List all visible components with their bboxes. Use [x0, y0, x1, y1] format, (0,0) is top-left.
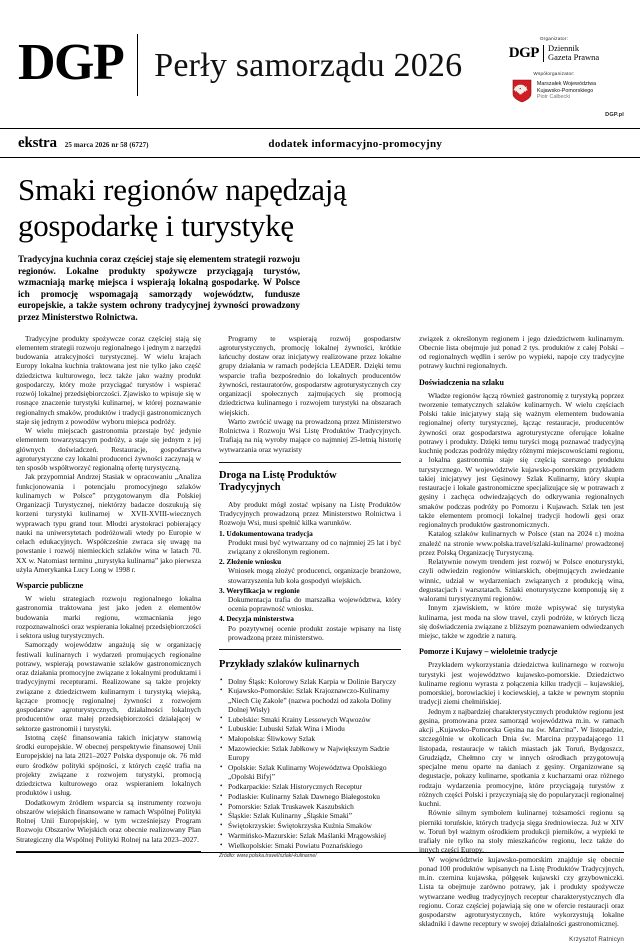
step-desc: Wniosek mogą złożyć producenci, organizacje branżowe, stowarzyszenia lub koła gospodyń wiejskich. — [228, 566, 401, 585]
headline-line-2: gospodarkę i turystykę — [18, 208, 294, 243]
masthead-divider — [137, 34, 138, 96]
list-item: • Mazowieckie: Szlak Jabłkowy w Największym Sadzie Europy — [219, 744, 401, 762]
list-item: • Kujawsko-Pomorskie: Szlak Krajoznawczo-Kulinarny „Niech Cię Zakole” (nazwa pochodzi od zakola Doliny Dolnej Wisły) — [219, 686, 401, 714]
paragraph: Samorządy województw angażują się w organizację festiwali kulinarnych i wydarzeń promujących regionalne potrawy, wspierają powstawanie szlaków gastronomicznych oraz działania promocyjne związane z lokalnymi produktami i tradycyjnymi recepturami. Realizowane są także projekty związane z dziedzictwem kulinarnym i turystyką wiejską, łączące promocję regionalnej żywności z rozwojem gospodarstw agroturystycznych, działalności lokalnych producentów oraz małej przedsiębiorczości działającej w sektorze gastronomii i turystyki. — [16, 640, 201, 733]
box-intro: Aby produkt mógł zostać wpisany na Listę Produktów Tradycyjnych prowadzoną przez Ministerstwo Rolnictwa i Rozwoju Wsi, musi spełnić kilka warunków. — [219, 500, 401, 528]
organizer-logo-divider — [543, 45, 544, 62]
step-title: 2. Złożenie wniosku — [219, 557, 282, 567]
organizer-label: Organizator: — [539, 36, 569, 41]
section-heading-wsparcie: Wsparcie publiczne — [16, 581, 84, 591]
paragraph: Równie silnym symbolem kulinarnej tożsamości regionu są pierniki toruńskie, których tradycja sięga średniowiecza. Już w XIV w. Toruń był ważnym ośrodkiem produkcji pierników, a wypieki te trafiały nie tylko na stoły mieszkańców regionu, lecz także do innych części Europy. — [419, 808, 624, 855]
steps-list — [219, 529, 401, 642]
paragraph: Przykładem wykorzystania dziedzictwa kulinarnego w rozwoju turystyki jest województwo kujawsko-pomorskie. Dziedzictwo kulinarne regionu wyrasta z połączenia kilku tradycji – kujawskiej, pomorskiej, borowiackiej i kociewskiej, a także w pewnym stopniu tradycji ziemi chełmińskiej. — [419, 660, 624, 707]
list-item — [219, 586, 401, 614]
paragraph: Jednym z najbardziej charakterystycznych produktów regionu jest gęsina, promowana przez samorząd województwa m.in. w ramach akcji „Kujawsko-Pomorska Gęsina na św. Marcina”. W listopadzie, szczególnie w okolicach Dnia św. Marcina przypadającego 11 listopada, restauracje w takich miastach jak Toruń, Bydgoszcz, Grudziądz, Chełmno czy w innych ośrodkach przygotowują specjalne menu oparte na daniach z gęsiny. Organizowane są degustacje, pokazy kulinarne, spotkania z kucharzami oraz różnego rodzaju wydarzenia promocyjne, które przyciągają turystów z różnych części Polski i przyczyniają się do popularyzacji regionalnej kuchni. — [419, 706, 624, 809]
list-item: • Pomorskie: Szlak Truskawek Kaszubskich — [219, 802, 401, 811]
step-desc: Dokumentacja trafia do marszałka województwa, który ocenia poprawność wniosku. — [228, 595, 401, 614]
box-title-line-1: Droga na Listę Produktów — [219, 469, 337, 481]
paragraph: Dodatkowym źródłem wsparcia są instrumenty rozwoju obszarów wiejskich finansowane w ramach Wspólnej Polityki Rolnej Unii Europejskiej, w tym wcześniejszy Program Rozwoju Obszarów Wiejskich oraz obecnie realizowany Plan Strategiczny dla Wspólnej Polityki Rolnej na lata 2023–2027. — [16, 797, 201, 844]
lead-paragraph: Tradycyjna kuchnia coraz częściej staje się elementem strategii rozwoju regionów. Lokalne produkty spożywcze przyciągają turystów, wzmacniają markę miejsca i wspierają lokalną gospodarkę. W Polsce ich promocję wspomagają samorządy województw, fundusze europejskie, a także system ochrony tradycyjnej żywności prowadzony przez Ministerstwo Rolnictwa. — [18, 254, 300, 322]
step-title: 4. Decyzja ministerstwa — [219, 614, 294, 624]
page-bottom-rule — [16, 852, 624, 853]
step-title: 1. Udokumentowana tradycja — [219, 528, 313, 538]
organizer-logo-line1: Dziennik — [547, 43, 580, 53]
issue-info: 25 marca 2026 nr 58 (6727) — [64, 141, 149, 149]
list-item: • Śląskie: Szlak Kulinarny „Śląskie Smaki” — [219, 811, 401, 820]
paragraph: W wielu miejscach gastronomia przestaje być jedynie elementem towarzyszącym podróży, a staje się jednym z jej głównych doświadczeń. Restauracje, gospodarstwa agroturystyczne czy lokalni producenci żywności zaczynają w ten sposób współtworzyć regionalną ofertę turystyczną. — [16, 426, 201, 473]
promo-label: dodatek informacyjno-promocyjny — [268, 138, 443, 150]
paragraph: Innym zjawiskiem, w które może wpisywać się turystyka kulinarna, jest moda na slow travel, czyli podróże, w których liczą się doświadczenia związane z bliższym poznawaniem odwiedzanych miejsc, także w zgodzie z naturą. — [419, 603, 624, 641]
list-item — [219, 557, 401, 585]
coorganizer-label: Współorganizator: — [533, 71, 575, 76]
trails-title: Przykłady szlaków kulinarnych — [219, 659, 360, 671]
list-item: • Lubuskie: Lubuski Szlak Wina i Miodu — [219, 724, 401, 733]
organizer-logo-mark: DGP — [508, 44, 539, 61]
source-note: Źródło: www.polska.travel/szlaki-kulinarne/ — [219, 853, 317, 860]
paragraph: Katalog szlaków kulinarnych w Polsce (stan na 2024 r.) można znaleźć na stronie www.polska.travel/szlaki-kulinarne/ prowadzonej przez Polską Organizację Turystyczną. — [419, 529, 624, 557]
coorganizer-line2: Kujawsko-Pomorskiego — [536, 87, 594, 94]
edition-label: ekstra — [18, 135, 57, 151]
sidebar-box-droga — [219, 463, 401, 859]
headline-block — [0, 158, 640, 244]
paragraph: Jak przypomniał Andrzej Stasiak w opracowaniu „Analiza funkcjonowania i potencjału promocyjnego szlaków kulinarnych w Polsce” przygotowanym dla Polskiej Organizacji Turystycznej, niektórzy badacze doszukują się korzeni turystyki kulinarnej w XVII-XVIII-wiecznych wyprawach typu grand tour. Młodzi arystokraci pobierający nauki na uniwersytetach podróżowali wtedy po Europie w celach edukacyjnych. Współcześnie zwraca się uwagę na powstanie i rozwój niemieckich szlaków wina w latach 70. XX w. Natomiast terminu „turystyka kulinarna” jako pierwsza użyła Amerykanka Lucy Long w 1998 r. — [16, 472, 201, 574]
list-item: • Wielkopolskie: Smaki Powiatu Poznańskiego — [219, 841, 401, 850]
section-heading-doswiadczenia: Doświadczenia na szlaku — [419, 377, 504, 387]
masthead — [0, 0, 640, 118]
organizer-logo — [484, 44, 624, 62]
paragraph: Władze regionów łączą również gastronomię z turystyką poprzez tworzenie tematycznych szlaków kulinarnych. W wielu częściach Polski takie inicjatywy stają się ważnym elementem budowania regionalnej oferty turystycznej, łącząc restauracje, producentów żywności oraz gospodarstwa agroturystyczne oferujące lokalne potrawy i produkty. Dzięki temu turyści mogą poznawać tradycyjną kuchnię podczas podróży między różnymi miejscowościami regionu, a lokalna gastronomia staje się częścią szerszego produktu turystycznego. W województwie kujawsko-pomorskim przykładem takiej inicjatywy jest Gęsinowy Szlak Kulinarny, który skupia restauracje i lokale gastronomiczne specjalizujące się w potrawach z gęsiny i zachęca odwiedzających do odkrywania regionalnych smaków podczas podróży po Pomorzu i Kujawach. Szlak ten jest także elementem promocji lokalnej tradycji hodowli gęsi oraz regionalnych produktów gastronomicznych. — [419, 390, 624, 530]
coat-of-arms-icon — [512, 79, 532, 103]
paragraph: Relatywnie nowym trendem jest rozwój w Polsce enoturystyki, czyli odwiedzin regionów winiarskich, obejmujących zwiedzanie winnic, udział w wydarzeniach związanych z produkcją wina, degustacjach i warsztatach. Szlaki enoturystyczne komponują się z walorami turystycznymi regionów. — [419, 557, 624, 604]
list-item: • Dolny Śląsk: Kolorowy Szlak Karpia w Dolinie Baryczy — [219, 677, 401, 686]
sub-header — [0, 128, 640, 158]
section-heading-pomorze: Pomorze i Kujawy – wieloletnie tradycje — [419, 647, 558, 657]
list-item: • Podlaskie: Kulinarny Szlak Dawnego Białegostoku — [219, 792, 401, 801]
list-item — [219, 529, 401, 557]
paragraph: W wielu strategiach rozwoju regionalnego lokalna gastronomia traktowana jest jako jeden z elementów budowania marki regionu, wzmacniania jego rozpoznawalności oraz wspierania lokalnej przedsiębiorczości i sektora usług turystycznych. — [16, 594, 201, 641]
list-item — [219, 614, 401, 642]
list-item: • Warmińsko-Mazurskie: Szlak Maślanki Mrągowskiej — [219, 831, 401, 840]
organizer-block — [484, 36, 624, 103]
dgp-logo: DGP — [18, 34, 124, 91]
step-title: 3. Weryfikacja w regionie — [219, 585, 300, 595]
dgp-website[interactable]: DGP.pl — [605, 112, 624, 118]
page-title — [18, 172, 622, 244]
paragraph: Warto zwrócić uwagę na prowadzoną przez Ministerstwo Rolnictwa i Rozwoju Wsi Listę Produktów Tradycyjnych. Trafiają na nią wyroby mające co najmniej 25-letnią historię wytwarzania oraz wyrazisty — [219, 416, 401, 454]
coorganizer-person: Piotr Całbecki — [536, 94, 571, 101]
paragraph: Istotną część finansowania takich inicjatyw stanowią środki europejskie. W obecnej perspektywie finansowej Unii Europejskiej na lata 2021–2027 Polska dysponuje ok. 76 mld euro środków polityki spójności, z których część trafia na projekty związane z rozwojem turystyki, promocją dziedzictwa kulturowego oraz wspieraniem lokalnych produktów i usług. — [16, 732, 201, 798]
list-item: • Podkarpackie: Szlak Historycznych Receptur — [219, 782, 401, 791]
box-title — [219, 470, 401, 495]
paragraph: W województwie kujawsko-pomorskim znajduje się obecnie ponad 100 produktów wpisanych na Listę Produktów Tradycyjnych, m.in. czernina kujawska, półgęsek kujawski czy grzybowniczki. Lista ta obejmuje zarówno potrawy, jak i produkty spożywcze wytwarzane według tradycyjnych receptur charakterystycznych dla regionu. Coraz częściej pojawiają się one w ofercie restauracji oraz gospodarstw agroturystycznych, które wykorzystują lokalne składniki i dawne receptury w swojej działalności gastronomicznej. — [419, 854, 624, 929]
headline-line-1: Smaki regionów napędzają — [18, 172, 347, 207]
paragraph: związek z określonym regionem i jego dziedzictwem kulinarnym. Obecnie lista obejmuje już ponad 2 tys. produktów z całej Polski – od regionalnych wędlin i serów po wypieki, napoje czy tradycyjne potrawy kuchni regionalnych. — [419, 333, 624, 371]
organizer-logo-text — [548, 44, 599, 62]
step-desc: Po pozytywnej ocenie produkt zostaje wpisany na listę prowadzoną przez ministerstwo. — [228, 623, 401, 642]
list-item: • Małopolska: Śliwkowy Szlak — [219, 734, 401, 743]
step-desc: Produkt musi być wytwarzany od co najmniej 25 lat i być związany z określonym regionem. — [228, 537, 401, 557]
byline: Krzysztof Ratnicyn — [569, 935, 624, 943]
list-item: • Opolskie: Szlak Kulinarny Województwa Opolskiego „Opolski Bifyj” — [219, 763, 401, 781]
trails-list — [219, 677, 401, 850]
coorganizer-line1: Marszałek Województwa — [536, 81, 597, 87]
list-item: • Świętokrzyskie: Świętokrzyska Kuźnia Smaków — [219, 821, 401, 830]
paragraph: Tradycyjne produkty spożywcze coraz częściej stają się elementem strategii rozwoju regionalnego i jednym z narzędzi budowania atrakcyjności turystycznej. W wielu krajach Europy lokalna kuchnia traktowana jest nie tylko jako część dziedzictwa kulturowego, lecz także jako ważny produkt gospodarczy, który może przyciągać turystów i wspierać rozwój lokalnej przedsiębiorczości. Zjawisko to wpisuje się w rosnące znaczenie turystyki kulinarnej, w której poznawanie regionalnych smaków, produktów i tradycji gastronomicznych staje się jednym z powodów wyboru miejsca podróży. — [16, 333, 201, 426]
lead-block — [0, 244, 318, 324]
box-middle-rule — [219, 649, 401, 650]
supplement-title: Perły samorządu 2026 — [154, 47, 463, 84]
coorganizer-text — [537, 79, 596, 101]
paragraph: Programy te wspierają rozwój gospodarstw agroturystycznych, promocję lokalnej żywności, krótkie łańcuchy dostaw oraz inicjatywy realizowane przez lokalne grupy działania w ramach podejścia LEADER. Dzięki temu wsparcie trafia bezpośrednio do lokalnych producentów żywności, restauratorów, gospodarstw agroturystycznych czy organizacji społecznych zajmujących się promocją dziedzictwa kulinarnego i rozwojem turystyki na obszarach wiejskich. — [219, 333, 401, 417]
coorganizer-block — [484, 71, 624, 103]
organizer-logo-line2: Gazeta Prawna — [547, 52, 600, 62]
list-item: • Lubelskie: Smaki Krainy Lessowych Wąwozów — [219, 715, 401, 724]
box-title-line-2: Tradycyjnych — [219, 482, 281, 494]
